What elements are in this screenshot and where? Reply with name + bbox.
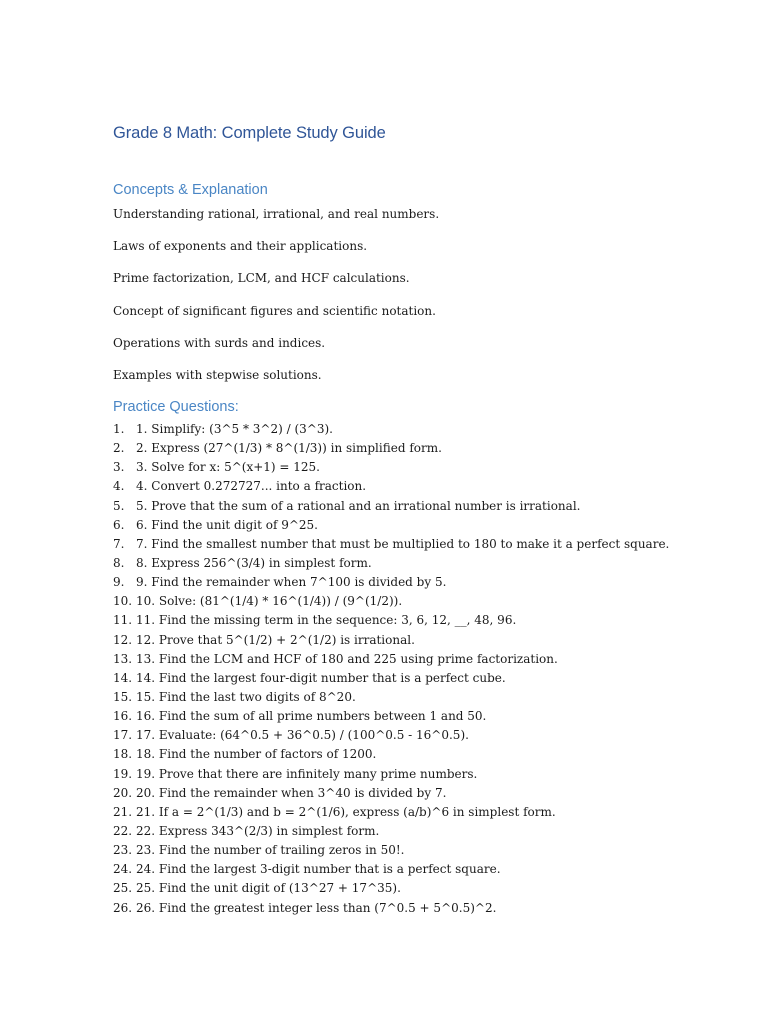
concept-item: Laws of exponents and their applications.	[113, 239, 368, 254]
question-text: 21. If a = 2^(1/3) and b = 2^(1/6), express (a/b)^6 in simplest form.	[136, 804, 556, 819]
question-text: 2. Express (27^(1/3) * 8^(1/3)) in simplified form.	[136, 441, 442, 456]
question-text: 7. Find the smallest number that must be multiplied to 180 to make it a perfect square.	[136, 536, 670, 551]
practice-questions-list	[113, 421, 669, 919]
concept-item: Examples with stepwise solutions.	[113, 367, 322, 382]
question-item	[113, 478, 669, 497]
question-item	[113, 900, 669, 919]
question-item	[113, 842, 669, 861]
concepts-heading: Concepts & Explanation	[113, 182, 268, 198]
question-item	[113, 651, 669, 670]
question-text: 5. Prove that the sum of a rational and an irrational number is irrational.	[136, 498, 581, 513]
question-item	[113, 555, 669, 574]
question-item	[113, 823, 669, 842]
question-text: 24. Find the largest 3-digit number that is a perfect square.	[136, 862, 501, 877]
practice-questions-heading: Practice Questions:	[113, 399, 239, 415]
question-text: 23. Find the number of trailing zeros in 50!.	[136, 843, 405, 858]
question-text: 15. Find the last two digits of 8^20.	[136, 689, 356, 704]
concept-item: Prime factorization, LCM, and HCF calculations.	[113, 271, 410, 286]
question-item	[113, 880, 669, 899]
question-item	[113, 766, 669, 785]
question-item	[113, 612, 669, 631]
question-text: 3. Solve for x: 5^(x+1) = 125.	[136, 460, 320, 475]
question-text: 12. Prove that 5^(1/2) + 2^(1/2) is irrational.	[136, 632, 415, 647]
question-number: 24.	[113, 862, 133, 877]
question-item	[113, 785, 669, 804]
question-text: 25. Find the unit digit of (13^27 + 17^35).	[136, 881, 401, 896]
question-number: 19.	[113, 766, 133, 781]
question-number: 14.	[113, 670, 133, 685]
question-item	[113, 670, 669, 689]
question-item	[113, 536, 669, 555]
question-number: 2.	[113, 441, 125, 456]
question-item	[113, 861, 669, 880]
question-number: 3.	[113, 460, 125, 475]
question-text: 26. Find the greatest integer less than (7^0.5 + 5^0.5)^2.	[136, 900, 497, 915]
question-text: 19. Prove that there are infinitely many prime numbers.	[136, 766, 478, 781]
question-item	[113, 689, 669, 708]
question-number: 17.	[113, 728, 133, 743]
question-number: 22.	[113, 823, 133, 838]
question-item	[113, 727, 669, 746]
question-text: 8. Express 256^(3/4) in simplest form.	[136, 555, 372, 570]
concept-item: Operations with surds and indices.	[113, 335, 326, 350]
question-number: 16.	[113, 709, 133, 724]
concepts-list	[113, 206, 439, 399]
question-text: 18. Find the number of factors of 1200.	[136, 747, 377, 762]
question-text: 10. Solve: (81^(1/4) * 16^(1/4)) / (9^(1/2)).	[136, 594, 403, 609]
question-number: 20.	[113, 785, 133, 800]
question-number: 1.	[113, 422, 125, 436]
question-number: 6.	[113, 517, 125, 532]
question-number: 25.	[113, 881, 133, 896]
question-item	[113, 593, 669, 612]
question-text: 6. Find the unit digit of 9^25.	[136, 517, 318, 532]
question-item	[113, 440, 669, 459]
question-item	[113, 459, 669, 478]
question-text: 13. Find the LCM and HCF of 180 and 225 using prime factorization.	[136, 651, 558, 666]
question-number: 13.	[113, 651, 133, 666]
question-item	[113, 746, 669, 765]
question-text: 1. Simplify: (3^5 * 3^2) / (3^3).	[136, 422, 333, 436]
question-number: 9.	[113, 575, 125, 590]
question-item	[113, 708, 669, 727]
question-number: 21.	[113, 804, 133, 819]
question-number: 10.	[113, 594, 133, 609]
question-number: 11.	[113, 613, 133, 628]
question-text: 16. Find the sum of all prime numbers between 1 and 50.	[136, 709, 487, 724]
question-item	[113, 632, 669, 651]
question-item	[113, 804, 669, 823]
question-number: 8.	[113, 555, 125, 570]
question-number: 15.	[113, 689, 133, 704]
question-number: 18.	[113, 747, 133, 762]
question-number: 5.	[113, 498, 125, 513]
question-text: 22. Express 343^(2/3) in simplest form.	[136, 823, 380, 838]
question-number: 23.	[113, 843, 133, 858]
question-number: 26.	[113, 900, 133, 915]
question-text: 17. Evaluate: (64^0.5 + 36^0.5) / (100^0.5 - 16^0.5).	[136, 728, 469, 743]
question-item	[113, 574, 669, 593]
question-number: 4.	[113, 479, 125, 494]
question-text: 14. Find the largest four-digit number that is a perfect cube.	[136, 670, 506, 685]
question-item	[113, 498, 669, 517]
question-text: 20. Find the remainder when 3^40 is divided by 7.	[136, 785, 447, 800]
page-title: Grade 8 Math: Complete Study Guide	[113, 124, 386, 142]
question-number: 7.	[113, 536, 125, 551]
question-number: 12.	[113, 632, 133, 647]
question-text: 9. Find the remainder when 7^100 is divided by 5.	[136, 575, 447, 590]
question-item	[113, 517, 669, 536]
question-item	[113, 421, 669, 440]
concept-item: Concept of significant figures and scientific notation.	[113, 303, 436, 318]
question-text: 4. Convert 0.272727... into a fraction.	[136, 479, 367, 494]
concept-item: Understanding rational, irrational, and real numbers.	[113, 207, 440, 221]
question-text: 11. Find the missing term in the sequence: 3, 6, 12, __, 48, 96.	[136, 613, 517, 628]
